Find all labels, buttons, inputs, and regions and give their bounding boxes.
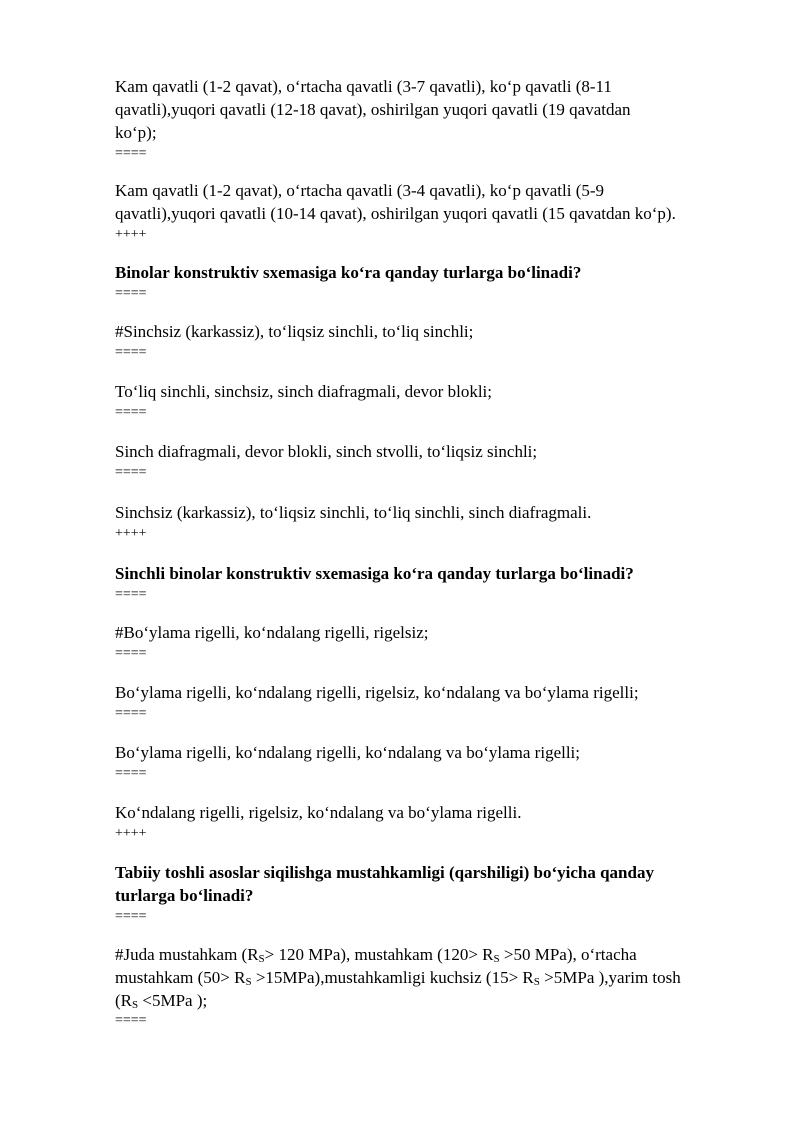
answer-text: qavatli),yuqori qavatli (10-14 qavat), oshirilgan yuqori qavatli (15 qavatdan ko‘p). [115,204,676,223]
option-separator: ==== [115,1013,147,1028]
question-separator: ++++ [115,826,147,841]
answer-text: To‘liq sinchli, sinchsiz, sinch diafragmali, devor blokli; [115,382,492,401]
option-separator: ==== [115,465,147,480]
option-separator: ==== [115,646,147,661]
option-separator: ==== [115,706,147,721]
answer-text: Sinchsiz (karkassiz), to‘liqsiz sinchli, to‘liq sinchli, sinch diafragmali. [115,503,592,522]
option-separator: ==== [115,146,147,161]
question-separator: ++++ [115,526,147,541]
answer-text: qavatli),yuqori qavatli (12-18 qavat), oshirilgan yuqori qavatli (19 qavatdan [115,100,631,119]
answer-text: Kam qavatli (1-2 qavat), o‘rtacha qavatli (3-7 qavatli), ko‘p qavatli (8-11 [115,77,612,96]
option-separator: ==== [115,345,147,360]
question-text: Sinchli binolar konstruktiv sxemasiga ko‘ra qanday turlarga bo‘linadi? [115,564,634,583]
option-separator: ==== [115,766,147,781]
answer-text: Ko‘ndalang rigelli, rigelsiz, ko‘ndalang va bo‘ylama rigelli. [115,803,522,822]
question-text: turlarga bo‘linadi? [115,886,254,905]
answer-text: Kam qavatli (1-2 qavat), o‘rtacha qavatli (3-4 qavatli), ko‘p qavatli (5-9 [115,181,605,200]
answer-text: ko‘p); [115,123,157,142]
answer-text: Sinch diafragmali, devor blokli, sinch stvolli, to‘liqsiz sinchli; [115,442,538,461]
answer-text: ($R_S <5MPa$ ); [115,991,208,1011]
question-text: Binolar konstruktiv sxemasiga ko‘ra qanday turlarga bo‘linadi? [115,263,582,282]
answer-text: #Bo‘ylama rigelli, ko‘ndalang rigelli, rigelsiz; [115,623,429,642]
answer-text: #Sinchsiz (karkassiz), to‘liqsiz sinchli, to‘liq sinchli; [115,322,474,341]
option-separator: ==== [115,286,147,301]
answer-text: #Juda mustahkam ($R_S> 120$ MPa), mustahkam ($120> R_S >50$ MPa), o‘rtacha [115,945,637,965]
question-separator: ++++ [115,227,147,242]
option-separator: ==== [115,587,147,602]
answer-text: Bo‘ylama rigelli, ko‘ndalang rigelli, rigelsiz, ko‘ndalang va bo‘ylama rigelli; [115,683,639,702]
answer-text: Bo‘ylama rigelli, ko‘ndalang rigelli, ko‘ndalang va bo‘ylama rigelli; [115,743,581,762]
question-text: Tabiiy toshli asoslar siqilishga mustahkamligi (qarshiligi) bo‘yicha qanday [115,863,654,882]
answer-text: mustahkam ($50> R_S$ >15MPa),mustahkamligi kuchsiz ($15> R_S >5MPa$ ),yarim tosh [115,968,681,988]
option-separator: ==== [115,909,147,924]
option-separator: ==== [115,405,147,420]
